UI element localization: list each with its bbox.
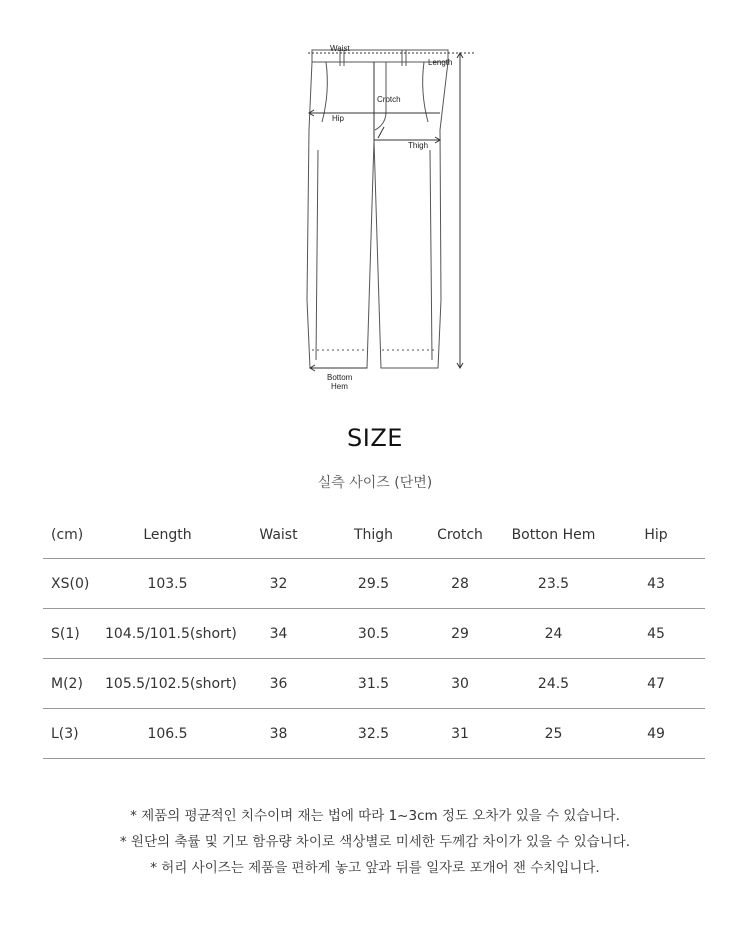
header-waist: Waist [230,511,327,559]
leg-crease [316,150,318,360]
header-hip: Hip [607,511,705,559]
label-crotch: Crotch [377,95,401,104]
cell-crotch: 31 [420,709,500,759]
cell-hip: 49 [607,709,705,759]
cell-bottom-hem: 24.5 [500,659,607,709]
note-fabric-thickness: * 원단의 축률 및 기모 함유량 차이로 색상별로 미세한 두께감 차이가 있을 수 있습니다. [119,834,631,850]
table-header-row [43,511,705,559]
header-length: Length [105,511,230,559]
cell-bottom-hem: 25 [500,709,607,759]
header-cm: (cm) [43,511,105,559]
cell-hip: 43 [607,559,705,609]
label-thigh: Thigh [408,141,429,150]
cell-waist: 38 [230,709,327,759]
cell-crotch: 28 [420,559,500,609]
size-table-body [43,559,705,759]
table-row [43,659,705,709]
label-waist: Waist [330,44,350,53]
cell-crotch: 29 [420,609,500,659]
cell-size: XS(0) [43,559,105,609]
leg-crease [430,150,432,360]
size-table [43,511,705,759]
cell-bottom-hem: 24 [500,609,607,659]
pants-measurement-diagram [0,0,750,400]
thigh-pointer [378,127,384,138]
cell-size: M(2) [43,659,105,709]
page-title: SIZE [347,424,403,452]
cell-hip: 45 [607,609,705,659]
cell-length: 106.5 [105,709,230,759]
label-length: Length [428,58,453,67]
cell-bottom-hem: 23.5 [500,559,607,609]
label-hip: Hip [332,114,345,123]
cell-length: 104.5/101.5(short) [105,609,230,659]
cell-crotch: 30 [420,659,500,709]
cell-thigh: 32.5 [327,709,420,759]
cell-thigh: 29.5 [327,559,420,609]
cell-length: 103.5 [105,559,230,609]
cell-length: 105.5/102.5(short) [105,659,230,709]
table-row [43,559,705,609]
cell-hip: 47 [607,659,705,709]
table-row [43,709,705,759]
cell-size: S(1) [43,609,105,659]
header-thigh: Thigh [327,511,420,559]
cell-waist: 34 [230,609,327,659]
header-crotch: Crotch [420,511,500,559]
cell-thigh: 31.5 [327,659,420,709]
note-waist-method: * 허리 사이즈는 제품을 편하게 놓고 앞과 뒤를 일자로 포개어 잰 수치입니다. [150,860,600,876]
cell-waist: 32 [230,559,327,609]
cell-size: L(3) [43,709,105,759]
note-measurement-error: * 제품의 평균적인 치수이며 재는 법에 따라 1~3cm 정도 오차가 있을 수 있습니다. [130,808,620,824]
table-row [43,609,705,659]
size-notes [0,803,750,881]
label-bottom-hem-line2: Hem [331,382,348,391]
header-bottom-hem: Botton Hem [500,511,607,559]
size-table-header [43,511,705,559]
label-bottom-hem-line1: Bottom [327,373,353,382]
cell-waist: 36 [230,659,327,709]
pants-outline [307,62,448,368]
page-subtitle: 실측 사이즈 (단면) [317,475,433,491]
cell-thigh: 30.5 [327,609,420,659]
